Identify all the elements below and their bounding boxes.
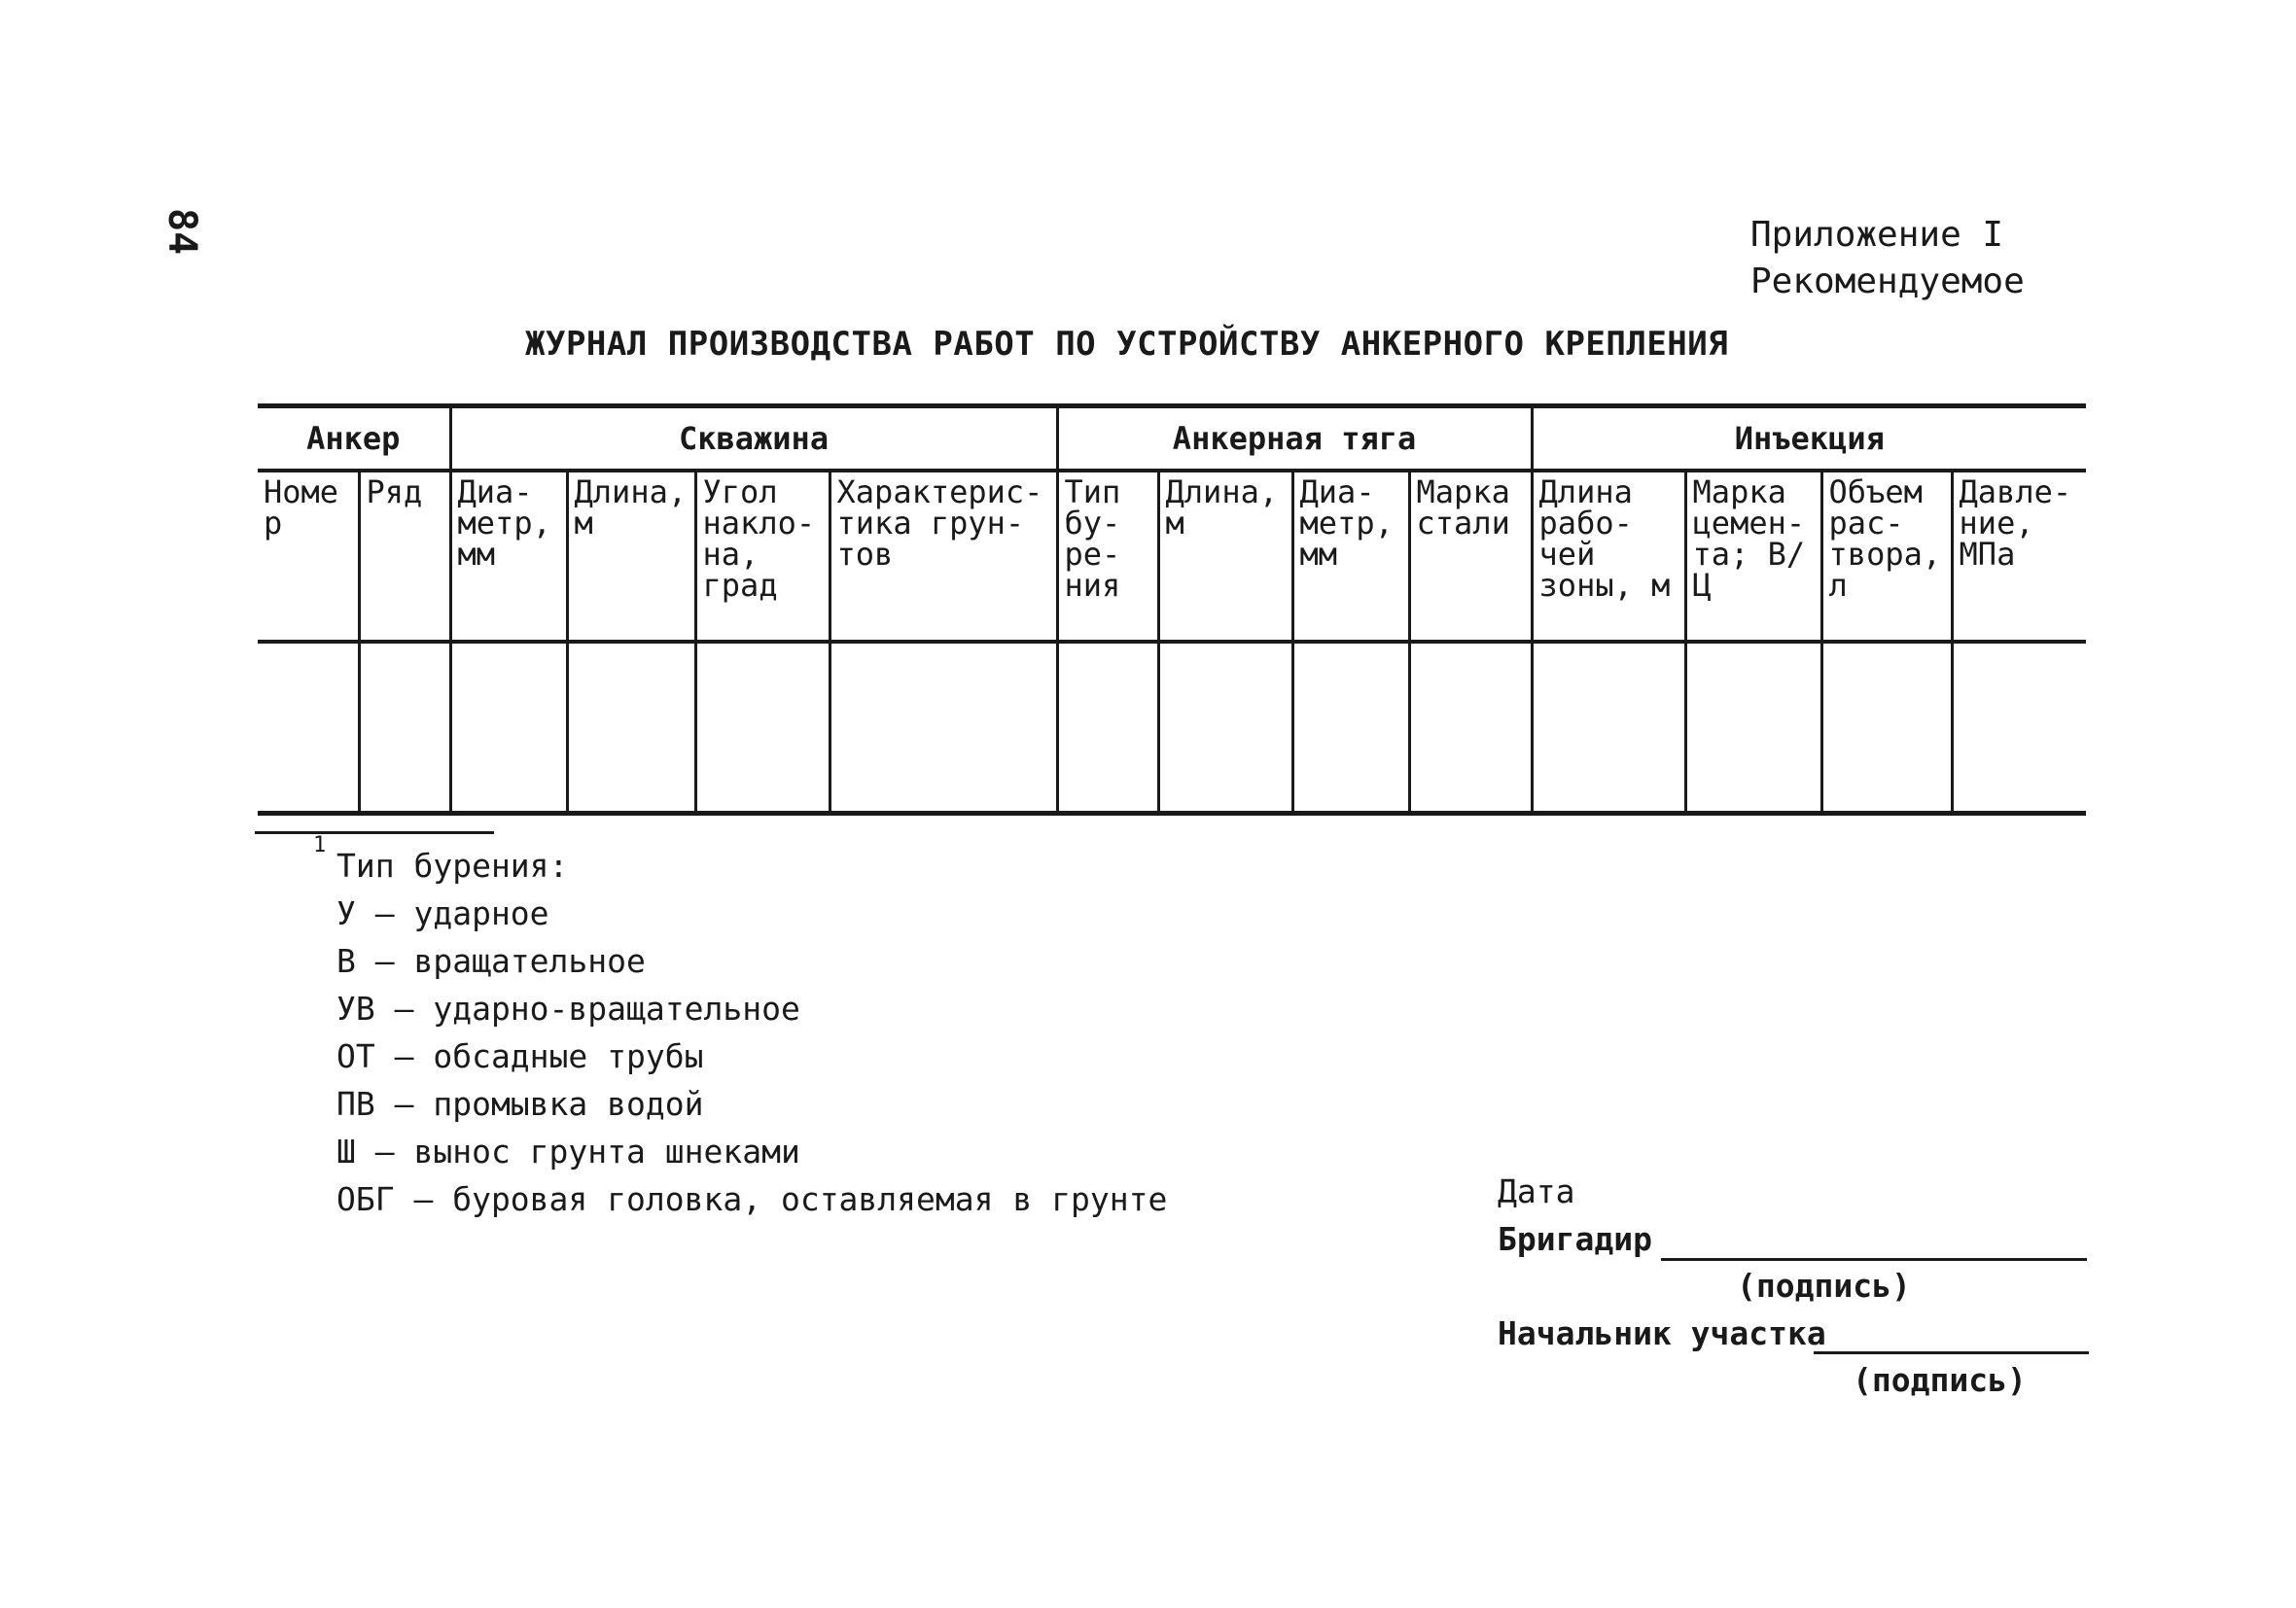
table-cell	[567, 642, 695, 814]
column-header: Диа-метр, мм	[450, 471, 567, 642]
column-header-row	[258, 471, 2086, 642]
appendix-line-2: Рекомендуемое	[1750, 262, 2025, 301]
date-label: Дата	[1498, 1172, 1575, 1210]
column-header: Тип бу-ре-ния	[1057, 471, 1158, 642]
column-header: Ряд	[359, 471, 450, 642]
footnote-rule	[255, 831, 494, 834]
group-header: Скважина	[450, 406, 1057, 472]
column-header: Давле-ние, МПа	[1952, 471, 2086, 642]
appendix-note	[1750, 212, 2025, 305]
table-cell	[1821, 642, 1952, 814]
chief-signature-caption: (подпись)	[1853, 1361, 2027, 1399]
column-header: Диа-метр, мм	[1292, 471, 1409, 642]
table-cell	[1409, 642, 1532, 814]
column-header: Длина рабо-чей зоны, м	[1532, 471, 1685, 642]
column-header: Длина, м	[1158, 471, 1292, 642]
table-row	[258, 642, 2086, 814]
legend-item: У – ударное	[336, 894, 549, 932]
appendix-line-1: Приложение I	[1750, 215, 2004, 255]
table-cell	[695, 642, 830, 814]
column-header: Характерис-тика грун-тов	[830, 471, 1057, 642]
table-cell	[359, 642, 450, 814]
column-header: Марка цемен-та; В/Ц	[1685, 471, 1821, 642]
document-title: ЖУРНАЛ ПРОИЗВОДСТВА РАБОТ ПО УСТРОЙСТВУ АНКЕРНОГО КРЕПЛЕНИЯ	[525, 325, 1729, 364]
column-header: Марка стали	[1409, 471, 1532, 642]
journal-table-container	[258, 403, 2086, 816]
table-cell	[258, 642, 359, 814]
legend-heading: Тип бурения:	[336, 847, 569, 885]
group-header: Анкер	[258, 406, 450, 472]
group-header: Анкерная тяга	[1057, 406, 1532, 472]
table-cell	[1952, 642, 2086, 814]
page-number: 84	[159, 208, 204, 256]
foreman-signature-caption: (подпись)	[1737, 1267, 1911, 1305]
footnote-marker: 1	[313, 833, 327, 857]
legend-item: Ш – вынос грунта шнеками	[336, 1133, 800, 1171]
column-header: Угол накло-на, град	[695, 471, 830, 642]
journal-table	[258, 403, 2086, 816]
legend-item: ОТ – обсадные трубы	[336, 1037, 704, 1075]
chief-signature-line[interactable]	[1814, 1316, 2089, 1354]
table-cell	[830, 642, 1057, 814]
table-cell	[1057, 642, 1158, 814]
legend-item: ПВ – промывка водой	[336, 1085, 704, 1123]
column-header: Объем рас-твора, л	[1821, 471, 1952, 642]
table-cell	[1532, 642, 1685, 814]
table-cell	[450, 642, 567, 814]
foreman-signature-line[interactable]	[1661, 1223, 2087, 1261]
legend-item: В – вращательное	[336, 942, 646, 980]
column-header: Номер	[258, 471, 359, 642]
chief-label: Начальник участка	[1498, 1314, 1826, 1352]
column-header: Длина, м	[567, 471, 695, 642]
legend-item: ОБГ – буровая головка, оставляемая в грунте	[336, 1180, 1168, 1218]
table-cell	[1292, 642, 1409, 814]
group-header: Инъекция	[1532, 406, 2086, 472]
table-cell	[1685, 642, 1821, 814]
legend-list	[336, 890, 1167, 1223]
foreman-label: Бригадир	[1498, 1220, 1652, 1258]
legend-item: УВ – ударно-вращательное	[336, 990, 800, 1028]
drilling-type-legend	[336, 842, 1167, 1223]
table-cell	[1158, 642, 1292, 814]
group-header-row	[258, 406, 2086, 472]
